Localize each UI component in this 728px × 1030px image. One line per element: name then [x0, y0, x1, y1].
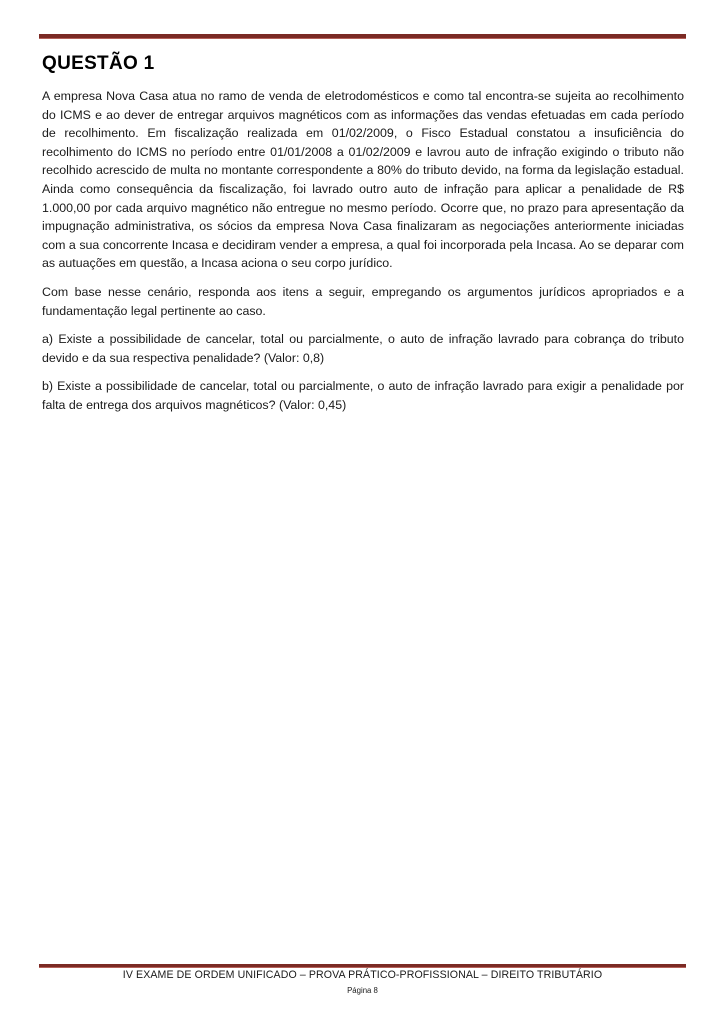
scenario-paragraph: A empresa Nova Casa atua no ramo de venda de eletrodomésticos e como tal encontra-se sujeita ao recolhimento do ICMS e ao dever de entregar arquivos magnéticos com as informações das vendas efetuadas em cada período de recolhimento. Em fiscalização realizada em 01/02/2009, o Fisco Estadual constatou a insuficiência do recolhimento do ICMS no período entre 01/01/2008 a 01/02/2009 e lavrou auto de infração exigindo o tributo não recolhido acrescido de multa no montante correspondente a 80% do tributo devido, na forma da legislação estadual. Ainda como consequência da fiscalização, foi lavrado outro auto de infração para aplicar a penalidade de R$ 1.000,00 por cada arquivo magnético não entregue no mesmo período. Ocorre que, no prazo para apresentação da impugnação administrativa, os sócios da empresa Nova Casa finalizaram as negociações anteriormente iniciadas com a sua concorrente Incasa e decidiram vender a empresa, a qual foi incorporada pela Incasa. Ao se deparar com as autuações em questão, a Incasa aciona o seu corpo jurídico.	[42, 89, 684, 271]
header-rule	[39, 34, 686, 39]
document-body	[42, 52, 684, 425]
question-title: QUESTÃO 1	[42, 53, 155, 74]
footer-page-number: Página 8	[347, 986, 378, 995]
instruction-paragraph: Com base nesse cenário, responda aos itens a seguir, empregando os argumentos jurídicos apropriados e a fundamentação legal pertinente ao caso.	[42, 284, 684, 318]
footer-exam-title: IV EXAME DE ORDEM UNIFICADO – PROVA PRÁTICO-PROFISSIONAL – DIREITO TRIBUTÁRIO	[122, 969, 603, 981]
item-a-paragraph: a) Existe a possibilidade de cancelar, total ou parcialmente, o auto de infração lavrado para cobrança do tributo devido e da sua respectiva penalidade? (Valor: 0,8)	[42, 332, 684, 365]
item-b-paragraph: b) Existe a possibilidade de cancelar, total ou parcialmente, o auto de infração lavrado para exigir a penalidade por falta de entrega dos arquivos magnéticos? (Valor: 0,45)	[42, 379, 684, 412]
